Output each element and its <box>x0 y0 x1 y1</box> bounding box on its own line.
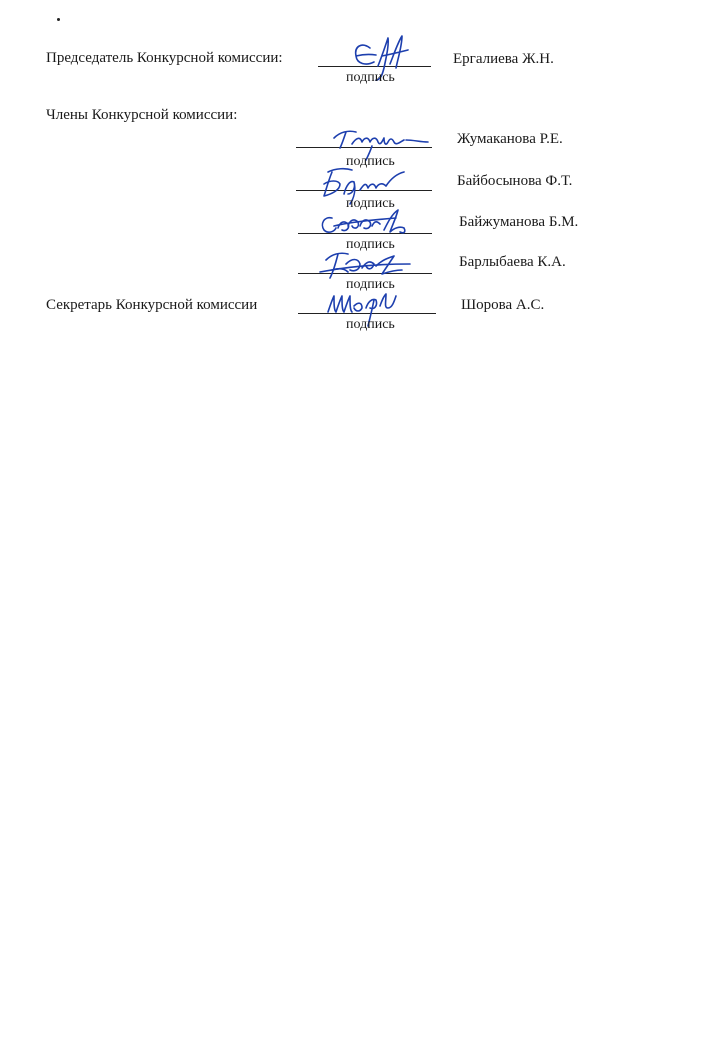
chairman-caption: подпись <box>346 70 395 85</box>
member-caption-3: подпись <box>346 237 395 252</box>
secretary-label: Секретарь Конкурсной комиссии <box>46 297 258 313</box>
members-label: Члены Конкурсной комиссии: <box>46 107 238 123</box>
chairman-label: Председатель Конкурсной комиссии: <box>46 50 283 66</box>
member-name-4: Барлыбаева К.А. <box>459 254 566 270</box>
secretary-name: Шорова А.С. <box>461 297 545 313</box>
member-name-3: Байжуманова Б.М. <box>459 214 579 230</box>
chairman-name: Ергалиева Ж.Н. <box>453 51 554 67</box>
member-caption-1: подпись <box>346 154 395 169</box>
secretary-caption: подпись <box>346 317 395 332</box>
member-caption-4: подпись <box>346 277 395 292</box>
stray-mark <box>57 18 60 21</box>
member-name-1: Жумаканова Р.Е. <box>457 131 563 147</box>
member-caption-2: подпись <box>346 196 395 211</box>
member-name-2: Байбосынова Ф.Т. <box>457 173 573 189</box>
